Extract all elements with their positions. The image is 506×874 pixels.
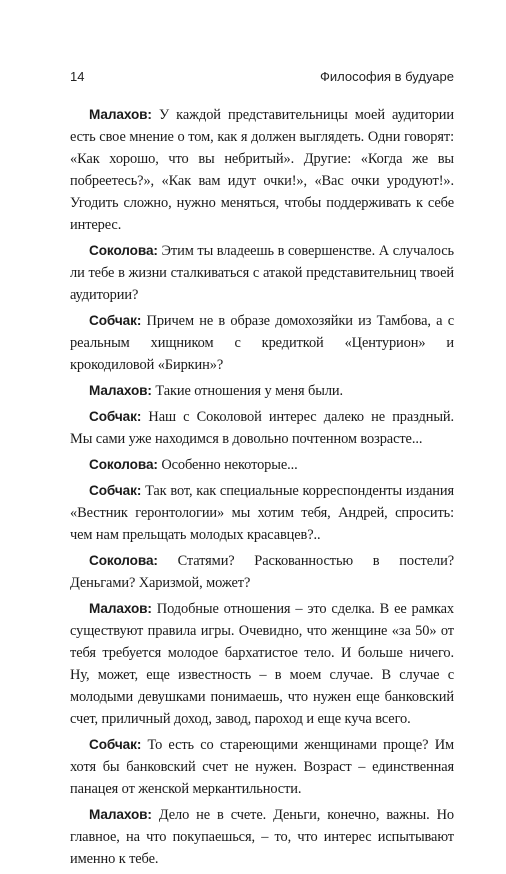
speaker-name: Малахов:	[89, 601, 152, 616]
dialogue-paragraph	[70, 104, 454, 236]
speaker-name: Малахов:	[89, 807, 152, 822]
dialogue-paragraph	[70, 804, 454, 870]
dialogue-paragraph	[70, 480, 454, 546]
dialogue-text	[70, 104, 454, 874]
paragraph-text: Такие отношения у меня были.	[155, 383, 344, 399]
speaker-name: Собчак:	[89, 409, 142, 424]
dialogue-paragraph	[70, 380, 454, 402]
paragraph-text: Причем не в образе домохозяйки из Тамбова, а с реальным хищником с кредиткой «Центурион» и крокодиловой «Биркин»?	[70, 313, 454, 373]
speaker-name: Соколова:	[89, 553, 158, 568]
paragraph-text: Этим ты владеешь в совершенстве. А случалось ли тебе в жизни сталкиваться с атакой представительниц твоей аудитории?	[70, 243, 454, 303]
paragraph-text: Дело не в счете. Деньги, конечно, важны. Но главное, на что покупаешься, – то, что интерес испытывают именно к тебе.	[70, 807, 454, 867]
speaker-name: Малахов:	[89, 383, 152, 398]
speaker-name: Собчак:	[89, 483, 142, 498]
dialogue-paragraph	[70, 406, 454, 450]
paragraph-text: Так вот, как специальные корреспонденты издания «Вестник геронтологии» мы хотим тебя, Андрей, спросить: чем нам прельщать молодых красавцев?..	[70, 483, 454, 543]
paragraph-text: Подобные отношения – это сделка. В ее рамках существуют правила игры. Очевидно, что женщине «за 50» от тебя требуется молодое бархатистое тело. И больше ничего. Ну, может, еще известность – в моем случае. В случае с молодыми девушками понимаешь, что нужен еще банковский счет, приличный доход, завод, пароход и еще куча всего.	[70, 601, 455, 727]
dialogue-paragraph	[70, 310, 454, 376]
speaker-name: Собчак:	[89, 737, 142, 752]
page-header	[70, 69, 454, 87]
speaker-name: Соколова:	[89, 457, 158, 472]
speaker-name: Соколова:	[89, 243, 158, 258]
speaker-name: Малахов:	[89, 107, 152, 122]
page-number: 14	[70, 69, 85, 84]
paragraph-text: То есть со стареющими женщинами проще? Им хотя бы банковский счет не нужен. Возраст – единственная панацея от женской меркантильности.	[70, 737, 454, 797]
dialogue-paragraph	[70, 598, 454, 730]
paragraph-text: Статями? Раскованностью в постели? Деньгами? Харизмой, может?	[70, 553, 455, 591]
dialogue-paragraph	[70, 240, 454, 306]
paragraph-text: Наш с Соколовой интерес далеко не праздный. Мы сами уже находимся в довольно почтенном возрасте...	[70, 409, 454, 447]
dialogue-paragraph	[70, 734, 454, 800]
paragraph-text: У каждой представительницы моей аудитории есть свое мнение о том, как я должен выглядеть. Одни говорят: «Как хорошо, что вы небритый». Другие: «Когда же вы побреетесь?», «Как вам идут очки!», «Вас очки уродуют!». Угодить сложно, нужно меняться, чтобы поддерживать к себе интерес.	[70, 107, 455, 233]
paragraph-text: Особенно некоторые...	[161, 457, 298, 473]
dialogue-paragraph	[70, 550, 454, 594]
speaker-name: Собчак:	[89, 313, 142, 328]
dialogue-paragraph	[70, 454, 454, 476]
running-title: Философия в будуаре	[320, 69, 454, 84]
